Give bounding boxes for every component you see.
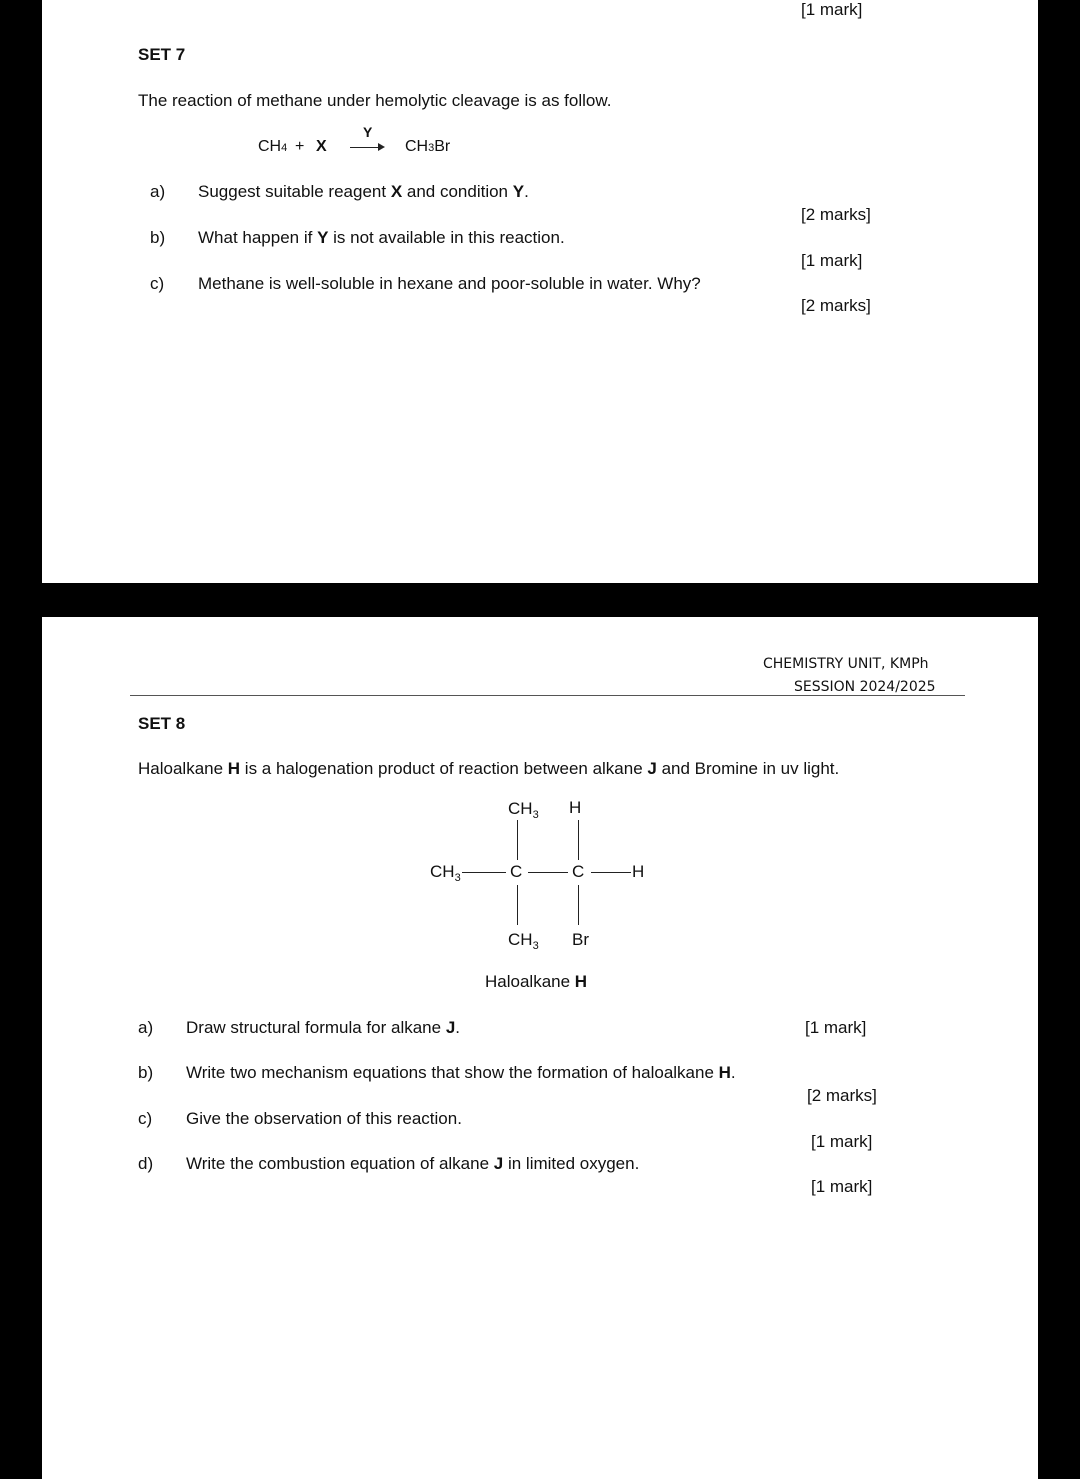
bond — [462, 872, 506, 873]
q-bold: Y — [512, 182, 525, 201]
question-label: a) — [150, 182, 166, 201]
atom: CH — [508, 930, 533, 949]
q-text: Write two mechanism equations that show the formation of haloalkane — [186, 1063, 719, 1082]
question-a — [186, 1018, 460, 1038]
q-text: in limited oxygen. — [503, 1154, 640, 1173]
q-bold: J — [445, 1018, 456, 1037]
marks: [1 mark] — [811, 1177, 873, 1196]
q-text: and condition — [402, 182, 513, 201]
q-text: Haloalkane — [138, 759, 228, 778]
bond — [578, 820, 579, 860]
subscript: 3 — [532, 809, 539, 821]
q-text: is a halogenation product of reaction between alkane — [240, 759, 648, 778]
q-text: is not available in this reaction. — [328, 228, 565, 247]
question-a — [198, 182, 529, 202]
header-unit: CHEMISTRY UNIT, KMPh — [763, 656, 929, 672]
question-d — [186, 1154, 639, 1174]
bond — [591, 872, 631, 873]
question-label: c) — [138, 1109, 153, 1128]
h-top: H — [569, 798, 582, 817]
intro-text — [138, 759, 839, 779]
q-text: and Bromine in uv light. — [656, 759, 840, 778]
question-label: a) — [138, 1018, 154, 1037]
set-title: SET 7 — [138, 45, 186, 64]
page-set-7 — [42, 0, 1038, 583]
q-bold: X — [390, 182, 403, 201]
bond — [517, 820, 518, 860]
bromine: Br — [572, 930, 589, 949]
q-text: . — [455, 1018, 461, 1037]
q-bold: Y — [317, 228, 329, 247]
subscript: 4 — [281, 142, 288, 154]
marks: [1 mark] — [801, 251, 863, 270]
arrow-line — [350, 147, 380, 148]
q-text: Write the combustion equation of alkane — [186, 1154, 494, 1173]
reactant — [258, 137, 287, 158]
question-c: Methane is well-soluble in hexane and poor-soluble in water. Why? — [198, 274, 701, 293]
bond — [528, 872, 568, 873]
atom: CH — [430, 862, 455, 881]
marks: [2 marks] — [807, 1086, 877, 1105]
marks: [1 mark] — [811, 1132, 873, 1151]
q-text: Draw structural formula for alkane — [186, 1018, 446, 1037]
question-b — [198, 228, 565, 248]
carbon-2: C — [572, 862, 585, 881]
header-session: SESSION 2024/2025 — [794, 679, 936, 695]
bond — [517, 885, 518, 925]
ch3-top — [508, 799, 539, 825]
product-text: CH — [405, 138, 429, 155]
marks: [2 marks] — [801, 205, 871, 224]
reagent-x: X — [316, 138, 327, 155]
caption-text: Haloalkane — [485, 972, 575, 991]
bond — [578, 885, 579, 925]
header-divider — [130, 695, 965, 696]
plus: + — [295, 138, 305, 155]
arrow-head-icon — [378, 143, 385, 151]
q-bold: H — [718, 1063, 731, 1082]
question-label: b) — [138, 1063, 154, 1082]
q-bold: J — [493, 1154, 504, 1173]
subscript: 3 — [454, 872, 461, 884]
q-text: Suggest suitable reagent — [198, 182, 391, 201]
ch3-bottom — [508, 930, 539, 956]
atom: CH — [508, 799, 533, 818]
caption-bold: H — [574, 972, 588, 991]
question-label: b) — [150, 228, 166, 247]
q-text: What happen if — [198, 228, 318, 247]
subscript: 3 — [428, 142, 435, 154]
question-b — [186, 1063, 736, 1083]
question-c: Give the observation of this reaction. — [186, 1109, 462, 1128]
product — [405, 137, 450, 158]
product-text: Br — [434, 138, 451, 155]
marks: [1 mark] — [801, 0, 863, 19]
condition-y: Y — [363, 124, 373, 140]
marks: [1 mark] — [805, 1018, 867, 1037]
question-label: c) — [150, 274, 165, 293]
q-text: . — [524, 182, 529, 201]
reactant-text: CH — [258, 138, 282, 155]
marks: [2 marks] — [801, 296, 871, 315]
q-text: . — [730, 1063, 736, 1082]
page-set-8 — [42, 617, 1038, 1479]
set-title: SET 8 — [138, 714, 186, 733]
structure-caption — [485, 972, 587, 992]
carbon-1: C — [510, 862, 523, 881]
q-bold: H — [227, 759, 241, 778]
question-label: d) — [138, 1154, 154, 1173]
ch3-left — [430, 862, 461, 888]
h-right: H — [632, 862, 645, 881]
subscript: 3 — [532, 940, 539, 952]
q-bold: J — [647, 759, 657, 778]
intro-text: The reaction of methane under hemolytic cleavage is as follow. — [138, 91, 612, 110]
